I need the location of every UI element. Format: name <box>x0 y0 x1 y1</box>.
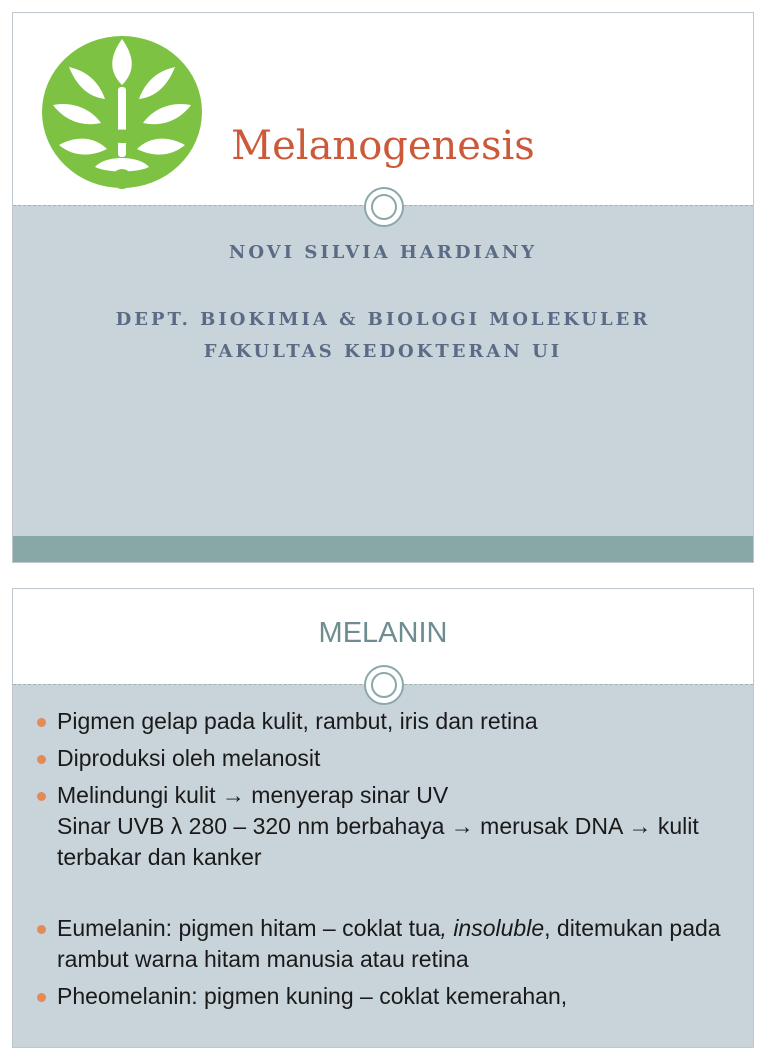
footer-band <box>13 536 753 562</box>
university-emblem-icon <box>39 27 205 193</box>
ring-ornament-icon <box>364 187 404 227</box>
slide-title: Melanogenesis <box>231 123 535 169</box>
slide-title: MELANIN <box>318 617 448 649</box>
list-item: Eumelanin: pigmen hitam – coklat tua, insoluble, ditemukan pada rambut warna hitam manusia atau retina <box>35 913 735 975</box>
list-item: Pigmen gelap pada kulit, rambut, iris dan retina <box>35 706 735 737</box>
list-item: Melindungi kulit → menyerap sinar UV <box>35 780 735 811</box>
list-item: Pheomelanin: pigmen kuning – coklat kemerahan, <box>35 981 735 1012</box>
list-item: Diproduksi oleh melanosit <box>35 743 735 774</box>
bullet-list <box>35 706 735 1012</box>
author-name: NOVI SILVIA HARDIANY <box>228 242 538 263</box>
department-line: DEPT. BIOKIMIA & BIOLOGI MOLEKULER <box>115 309 651 330</box>
ring-ornament-icon <box>364 665 404 705</box>
list-item-continuation: Sinar UVB λ 280 – 320 nm berbahaya → merusak DNA → kulit terbakar dan kanker <box>57 813 699 870</box>
content-slide <box>12 588 754 1048</box>
department <box>13 304 753 368</box>
list-spacer <box>35 873 735 913</box>
title-slide <box>12 12 754 563</box>
department-line: FAKULTAS KEDOKTERAN UI <box>203 341 563 362</box>
